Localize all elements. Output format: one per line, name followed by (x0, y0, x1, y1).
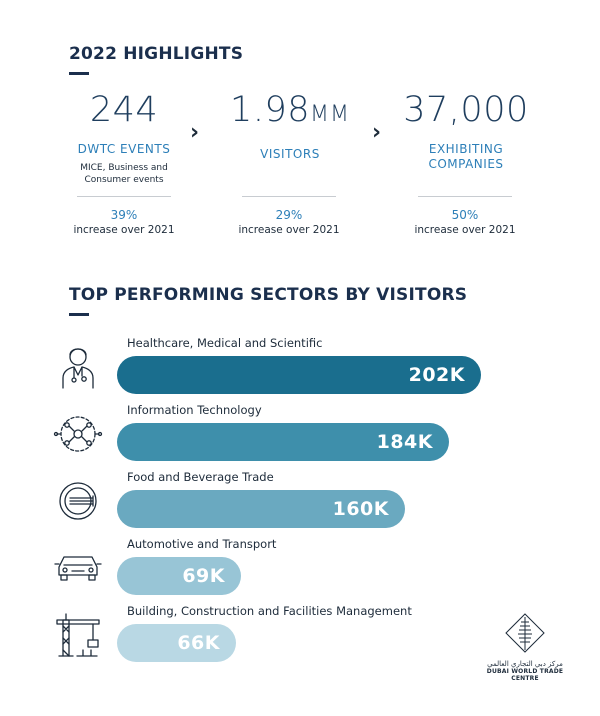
stat-companies-caption: increase over 2021 (414, 224, 516, 236)
highlights-title-underline (69, 72, 89, 75)
food-icon (53, 476, 103, 526)
stat-visitors (205, 90, 375, 162)
sector-label: Automotive and Transport (127, 537, 277, 551)
stat-companies-label: EXHIBITING COMPANIES (428, 142, 504, 171)
stat-companies-divider (418, 196, 512, 197)
sector-bar-value: 184K (376, 431, 433, 453)
sector-label: Food and Beverage Trade (127, 470, 274, 484)
sector-bar-value: 66K (177, 632, 220, 654)
dwtc-logo (480, 612, 570, 682)
sector-bar-value: 202K (408, 364, 465, 386)
sector-label: Building, Construction and Facilities Management (127, 604, 412, 618)
stat-visitors-divider (242, 196, 336, 197)
stat-visitors-caption: increase over 2021 (238, 224, 340, 236)
sector-label: Information Technology (127, 403, 262, 417)
doctor-icon (53, 342, 103, 392)
crane-icon (53, 610, 103, 660)
stat-events-value: 244 (89, 90, 159, 130)
dwtc-logo-text: DUBAI WORLD TRADE CENTRE (486, 668, 564, 682)
stat-events-sub: MICE, Business and Consumer events (80, 163, 168, 185)
dwtc-logo-arabic: مركز دبي التجاري العالمي (487, 660, 563, 668)
sector-bar (117, 423, 449, 461)
stat-events (39, 90, 209, 186)
chevron-right-icon: › (372, 120, 382, 145)
sector-bar (117, 356, 481, 394)
dwtc-logo-mark (480, 612, 570, 656)
sector-bar-value: 160K (332, 498, 389, 520)
sectors-title: TOP PERFORMING SECTORS BY VISITORS (69, 285, 468, 305)
stat-events-pct: 39% (110, 208, 138, 222)
circuit-icon (53, 409, 103, 459)
sector-bar (117, 624, 236, 662)
sector-bar (117, 557, 241, 595)
stat-visitors-label: VISITORS (260, 147, 320, 161)
stat-events-divider (77, 196, 171, 197)
stat-events-label: DWTC EVENTS (77, 142, 171, 156)
sector-bar (117, 490, 405, 528)
stat-visitors-pct: 29% (275, 208, 303, 222)
stat-events-caption: increase over 2021 (73, 224, 175, 236)
chevron-right-icon: › (190, 120, 200, 145)
stat-visitors-value: 1.98MM (230, 90, 350, 130)
car-icon (53, 543, 103, 593)
stat-companies (381, 90, 551, 172)
highlights-title: 2022 HIGHLIGHTS (69, 44, 244, 64)
stat-companies-value: 37,000 (403, 90, 529, 130)
sector-label: Healthcare, Medical and Scientific (127, 336, 323, 350)
sectors-title-underline (69, 313, 89, 316)
stat-companies-pct: 50% (451, 208, 479, 222)
sector-bar-value: 69K (182, 565, 225, 587)
